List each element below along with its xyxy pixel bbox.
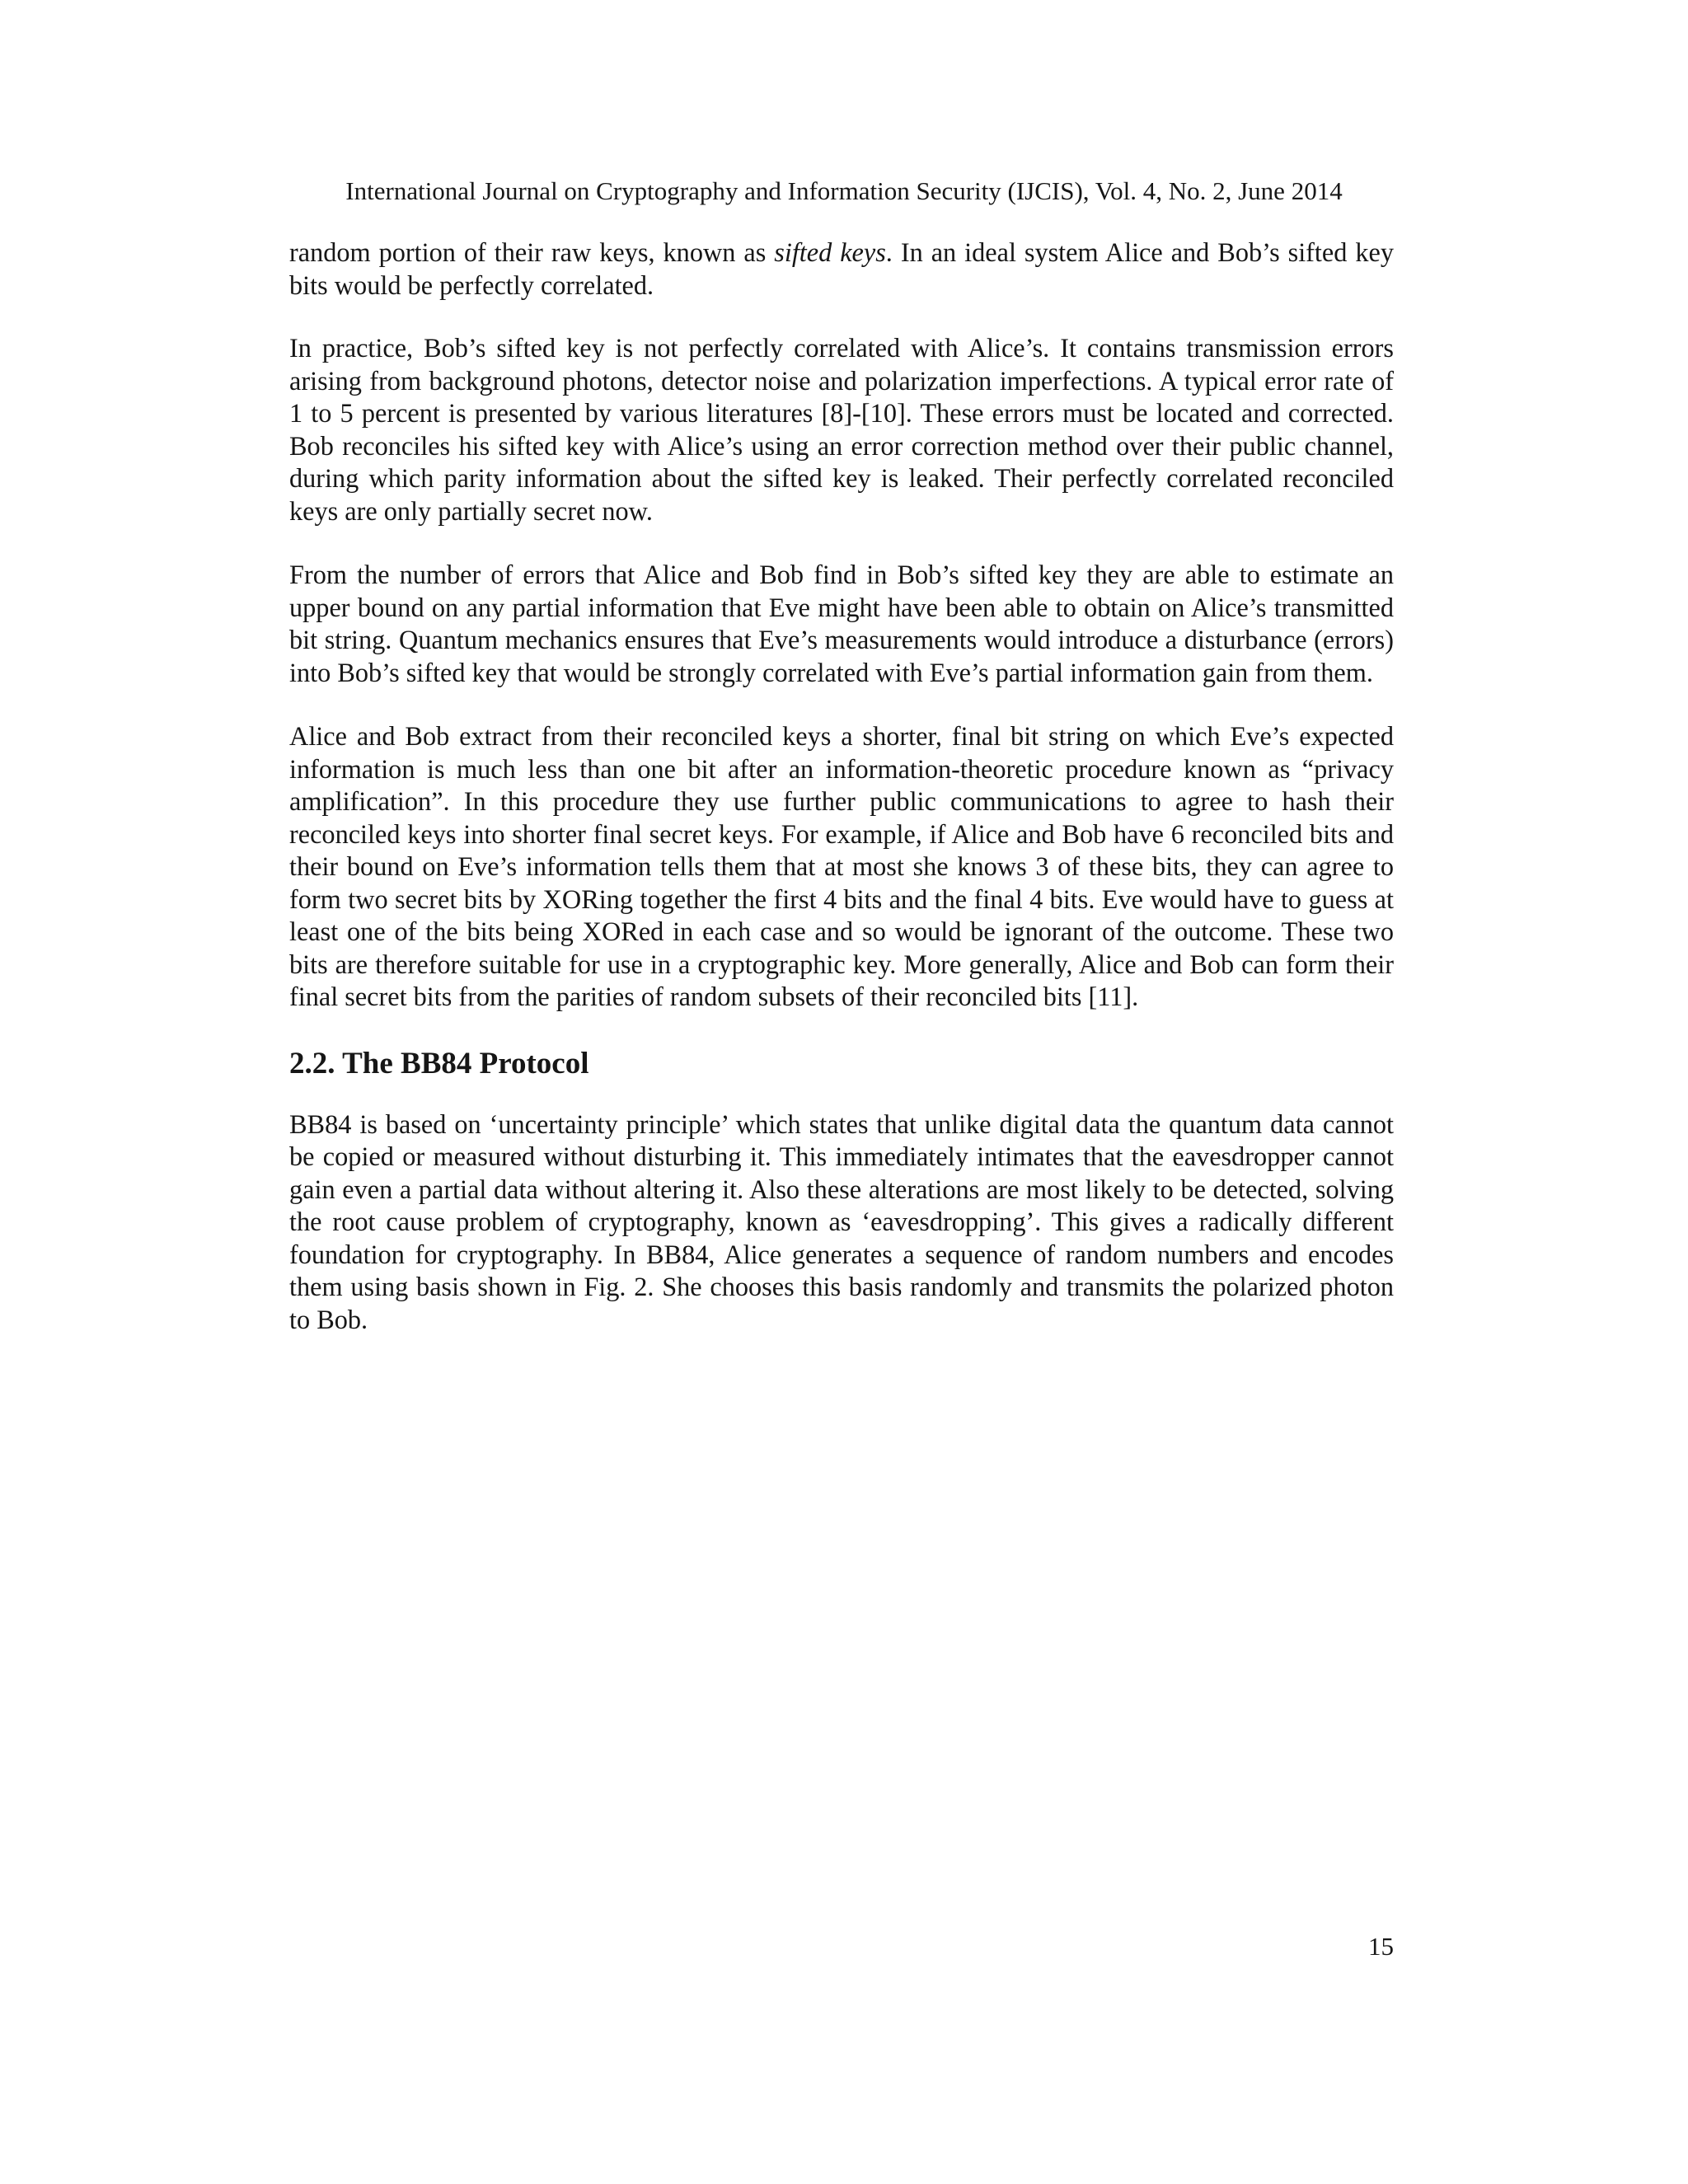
page-number: 15 xyxy=(1368,1932,1394,1961)
paragraph-error-correction: In practice, Bob’s sifted key is not perfectly correlated with Alice’s. It contains transmission errors arising from background photons, detector noise and polarization imperfections. A typical error rate of 1 to 5 percent is presented by various literatures [8]-[10]. These errors must be located and corrected. Bob reconciles his sifted key with Alice’s using an error correction method over their public channel, during which parity information about the sifted key is leaked. Their perfectly correlated reconciled keys are only partially secret now. xyxy=(289,333,1394,526)
paragraph-sifted-keys-tail: . In an ideal system Alice and Bob’s sifted key bits would be perfectly correlated. xyxy=(289,237,1394,300)
paragraph-privacy-amplification: Alice and Bob extract from their reconciled keys a shorter, final bit string on which Eve’s expected information is much less than one bit after an information-theoretic procedure known as “privacy amplification”. In this procedure they use further public communications to agree to hash their reconciled keys into shorter final secret keys. For example, if Alice and Bob have 6 reconciled bits and their bound on Eve’s information tells them that at most she knows 3 of these bits, they can agree to form two secret bits by XORing together the first 4 bits and the final 4 bits. Eve would have to guess at least one of the bits being XORed in each case and so would be ignorant of the outcome. These two bits are therefore suitable for use in a cryptographic key. More generally, Alice and Bob can form their final secret bits from the parities of random subsets of their reconciled bits [11]. xyxy=(289,721,1394,1011)
term-sifted-keys: sifted keys xyxy=(774,237,886,267)
paragraph-bb84: BB84 is based on ‘uncertainty principle’ which states that unlike digital data the quantum data cannot be copied or measured without disturbing it. This immediately intimates that the eavesdropper cannot gain even a partial data without altering it. Also these alterations are most likely to be detected, solving the root cause problem of cryptography, known as ‘eavesdropping’. This gives a radically different foundation for cryptography. In BB84, Alice generates a sequence of random numbers and encodes them using basis shown in Fig. 2. She chooses this basis randomly and transmits the polarized photon to Bob. xyxy=(289,1108,1394,1334)
body-column xyxy=(289,237,1394,1367)
paragraph-sifted-keys xyxy=(289,237,1394,302)
paragraph-sifted-keys-lead: random portion of their raw keys, known as xyxy=(289,237,775,267)
section-heading: 2.2. The BB84 Protocol xyxy=(289,1046,589,1080)
running-header: International Journal on Cryptography and Information Security (IJCIS), Vol. 4, No. 2, June 2014 xyxy=(345,176,1343,205)
paragraph-eve-information: From the number of errors that Alice and Bob find in Bob’s sifted key they are able to estimate an upper bound on any partial information that Eve might have been able to obtain on Alice’s transmitted bit string. Quantum mechanics ensures that Eve’s measurements would introduce a disturbance (errors) into Bob’s sifted key that would be strongly correlated with Eve’s partial information gain from them. xyxy=(289,560,1394,687)
